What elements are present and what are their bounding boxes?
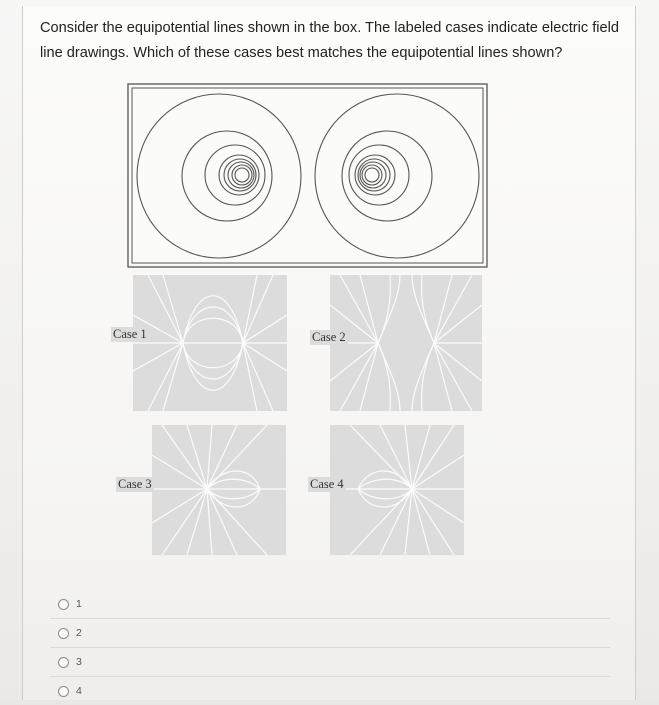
case-3-label: Case 3 <box>118 477 152 491</box>
case-1-label: Case 1 <box>113 327 147 341</box>
answer-options <box>50 590 610 705</box>
radio-button-2[interactable] <box>58 628 69 639</box>
case-4-figure <box>310 425 464 555</box>
equipotential-figure <box>127 83 489 269</box>
option-2-label: 2 <box>76 627 82 639</box>
option-1-label: 1 <box>76 598 82 610</box>
radio-button-1[interactable] <box>58 599 69 610</box>
option-4-label: 4 <box>76 685 82 697</box>
option-4[interactable] <box>50 677 610 705</box>
option-3[interactable] <box>50 648 610 677</box>
case-4-label: Case 4 <box>310 477 344 491</box>
radio-button-4[interactable] <box>58 686 69 697</box>
case-3-figure <box>118 425 286 555</box>
case-2-figure <box>312 275 482 411</box>
option-3-label: 3 <box>76 656 82 668</box>
radio-button-3[interactable] <box>58 657 69 668</box>
case-2-label: Case 2 <box>312 330 346 344</box>
option-2[interactable] <box>50 619 610 648</box>
case-1-figure <box>113 275 287 411</box>
question-text: Consider the equipotential lines shown in the box. The labeled cases indicate electric field line drawings. Which of these cases best matches the equipotential lines shown? <box>40 20 619 61</box>
option-1[interactable] <box>50 590 610 619</box>
